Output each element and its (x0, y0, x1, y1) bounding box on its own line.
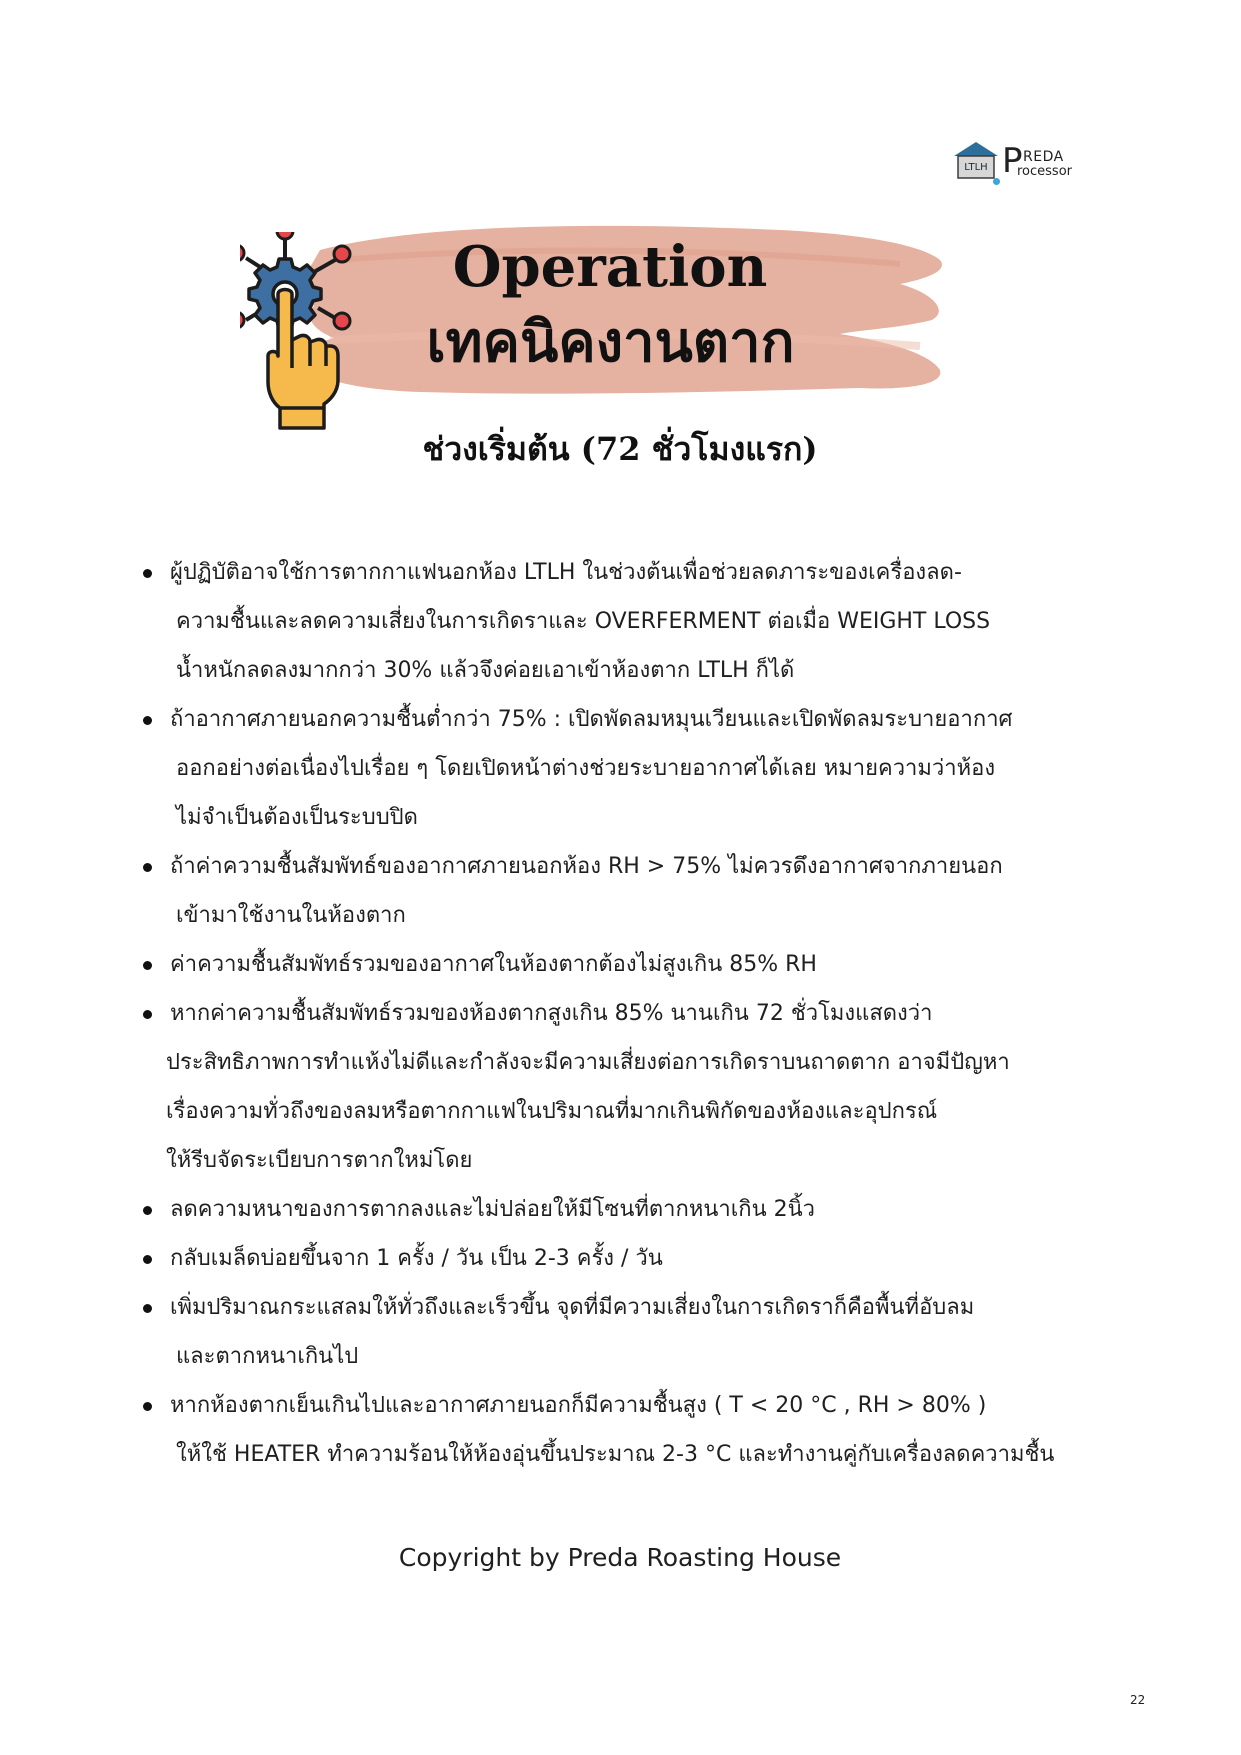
page-number: 22 (1130, 1693, 1146, 1707)
list-item-continuation: ออกอย่างต่อเนื่องไปเรื่อย ๆ โดยเปิดหน้าต่างช่วยระบายอากาศได้เลย หมายความว่าห้อง (176, 756, 996, 781)
logo-rocessor-text: rocessor (1017, 164, 1073, 179)
logo-reda-text: REDA (1023, 149, 1064, 165)
list-item-continuation: น้ำหนักลดลงมากกว่า 30% แล้วจึงค่อยเอาเข้าห้องตาก LTLH ก็ได้ (176, 658, 795, 683)
content-list (140, 548, 1125, 1479)
copyright-text: Copyright by Preda Roasting House (398, 1543, 842, 1572)
list-item-continuation: เรื่องความทั่วถึงของลมหรือตากกาแฟในปริมาณที่มากเกินพิกัดของห้องและอุปกรณ์ (166, 1099, 938, 1124)
list-item: เพิ่มปริมาณกระแสลมให้ทั่วถึงและเร็วขึ้น จุดที่มีความเสี่ยงในการเกิดราก็คือพื้นที่อับลม (140, 1283, 1125, 1332)
list-item-continuation: ให้รีบจัดระเบียบการตากใหม่โดย (166, 1148, 473, 1173)
page-subtitle: ช่วงเริ่มต้น (72 ชั่วโมงแรก) (422, 430, 818, 468)
list-item-continuation: ไม่จำเป็นต้องเป็นระบบปิด (176, 805, 418, 830)
logo-p-letter: P (1002, 141, 1023, 181)
list-item: ถ้าค่าความชื้นสัมพัทธ์ของอากาศภายนอกห้อง RH > 75% ไม่ควรดึงอากาศจากภายนอก (140, 842, 1125, 891)
list-item: ลดความหนาของการตากลงและไม่ปล่อยให้มีโซนที่ตากหนาเกิน 2นิ้ว (140, 1185, 1125, 1234)
list-item: หากค่าความชื้นสัมพัทธ์รวมของห้องตากสูงเกิน 85% นานเกิน 72 ชั่วโมงแสดงว่า (140, 989, 1125, 1038)
list-item: ผู้ปฏิบัติอาจใช้การตากกาแฟนอกห้อง LTLH ในช่วงต้นเพื่อช่วยลดภาระของเครื่องลด- (140, 548, 1125, 597)
logo-droplet-icon (993, 178, 1000, 185)
preda-processor-logo (952, 140, 1082, 186)
page-title-th: เทคนิคงานตาก (426, 309, 795, 375)
list-item-continuation: และตากหนาเกินไป (176, 1344, 359, 1369)
list-item-continuation: ให้ใช้ HEATER ทำความร้อนให้ห้องอุ่นขึ้นประมาณ 2-3 °C และทำงานคู่กับเครื่องลดความชื้น (176, 1442, 1055, 1467)
logo-ltlh-text: LTLH (964, 162, 988, 173)
page-title-en: Operation (452, 234, 768, 300)
list-item: กลับเมล็ดบ่อยขึ้นจาก 1 ครั้ง / วัน เป็น 2-3 ครั้ง / วัน (140, 1234, 1125, 1283)
list-item-continuation: ความชื้นและลดความเสี่ยงในการเกิดราและ OVERFERMENT ต่อเมื่อ WEIGHT LOSS (176, 609, 991, 634)
gear-network-hand-icon (240, 232, 400, 432)
list-item-continuation: ประสิทธิภาพการทำแห้งไม่ดีและกำลังจะมีความเสี่ยงต่อการเกิดราบนถาดตาก อาจมีปัญหา (166, 1050, 1010, 1075)
list-item-continuation: เข้ามาใช้งานในห้องตาก (176, 903, 406, 928)
list-item: ค่าความชื้นสัมพัทธ์รวมของอากาศในห้องตากต้องไม่สูงเกิน 85% RH (140, 940, 1125, 989)
list-item: ถ้าอากาศภายนอกความชื้นต่ำกว่า 75% : เปิดพัดลมหมุนเวียนและเปิดพัดลมระบายอากาศ (140, 695, 1125, 744)
list-item: หากห้องตากเย็นเกินไปและอากาศภายนอกก็มีความชื้นสูง ( T < 20 °C , RH > 80% ) (140, 1381, 1125, 1430)
